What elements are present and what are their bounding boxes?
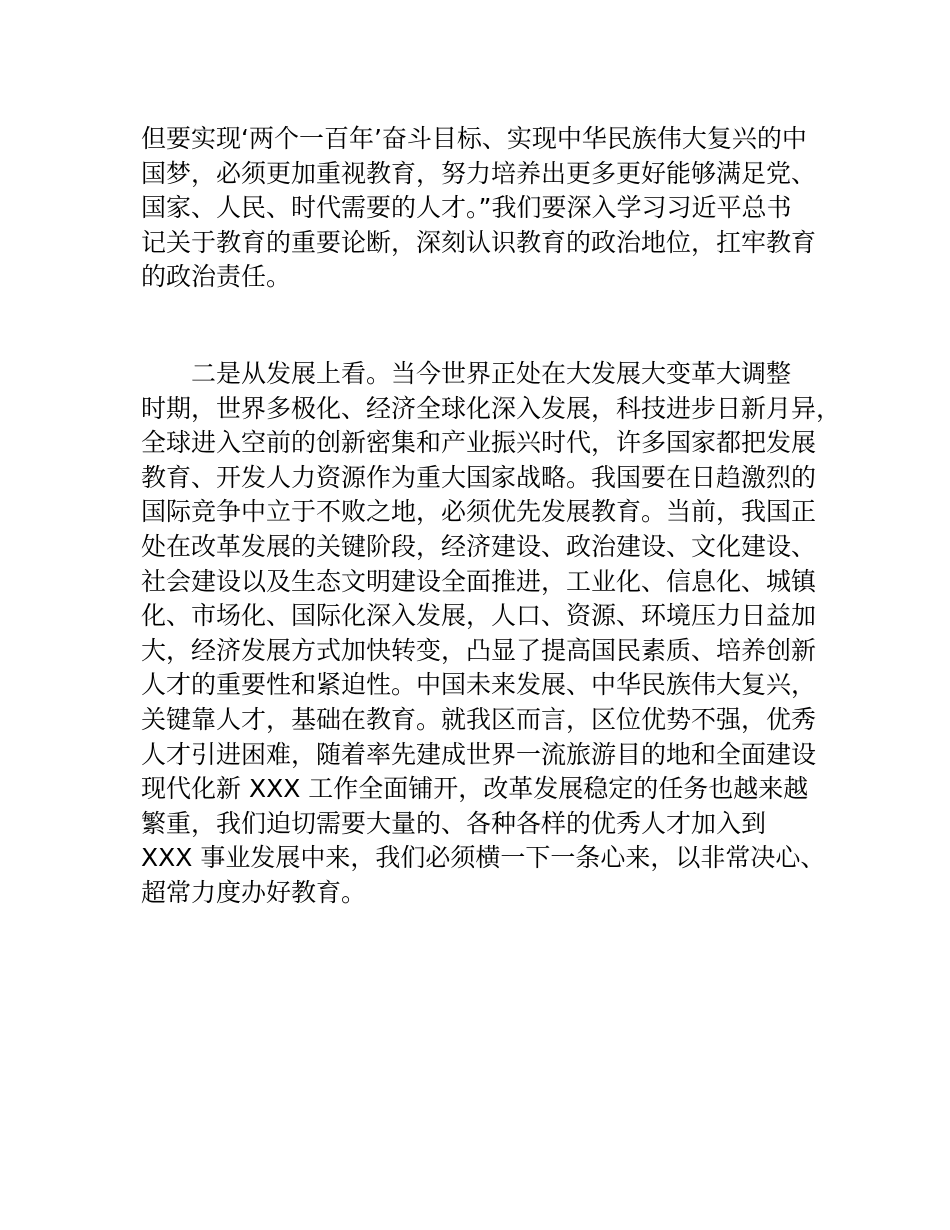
- paragraph-line: 处在改革发展的关键阶段，经济建设、政治建设、文化建设、: [141, 531, 817, 561]
- paragraph-line: 繁重，我们迫切需要大量的、各种各样的优秀人才加入到: [141, 808, 767, 838]
- paragraph-line: 但要实现‘两个一百年’奋斗目标、实现中华民族伟大复兴的中: [141, 124, 807, 153]
- paragraph-line: 全球进入空前的创新密集和产业振兴时代，许多国家都把发展: [141, 428, 817, 458]
- paragraph-line: 二是从发展上看。当今世界正处在大发展大变革大调整: [141, 359, 792, 388]
- paragraph-line: 超常力度办好教育。: [141, 877, 367, 907]
- paragraph-line: 人才的重要性和紧迫性。中国未来发展、中华民族伟大复兴，: [141, 670, 817, 700]
- paragraph-2: [141, 357, 842, 911]
- paragraph-line: 国际竞争中立于不败之地，必须优先发展教育。当前，我国正: [141, 497, 817, 527]
- paragraph-line: 关键靠人才，基础在教育。就我区而言，区位优势不强，优秀: [141, 704, 817, 734]
- paragraph-line: XXX 事业发展中来，我们必须横一下一条心来，以非常决心、: [141, 843, 826, 873]
- paragraph-line: 人才引进困难，随着率先建成世界一流旅游目的地和全面建设: [141, 739, 817, 769]
- paragraph-line: 国梦，必须更加重视教育，努力培养出更多更好能够满足党、: [141, 158, 817, 188]
- paragraph-line: 社会建设以及生态文明建设全面推进，工业化、信息化、城镇: [141, 566, 817, 596]
- paragraph-line: 记关于教育的重要论断，深刻认识教育的政治地位，扛牢教育: [141, 227, 817, 257]
- paragraph-line: 的政治责任。: [141, 262, 292, 292]
- paragraph-line: 教育、开发人力资源作为重大国家战略。我国要在日趋激烈的: [141, 462, 817, 492]
- paragraph-1: [141, 122, 821, 295]
- paragraph-line: 现代化新 XXX 工作全面铺开，改革发展稳定的任务也越来越: [141, 774, 809, 804]
- paragraph-line: 时期，世界多极化、经济全球化深入发展，科技进步日新月异，: [141, 393, 842, 423]
- paragraph-line: 国家、人民、时代需要的人才。”我们要深入学习习近平总书: [141, 193, 792, 223]
- paragraph-line: 化、市场化、国际化深入发展，人口、资源、环境压力日益加: [141, 601, 817, 631]
- paragraph-line: 大，经济发展方式加快转变，凸显了提高国民素质、培养创新: [141, 635, 817, 665]
